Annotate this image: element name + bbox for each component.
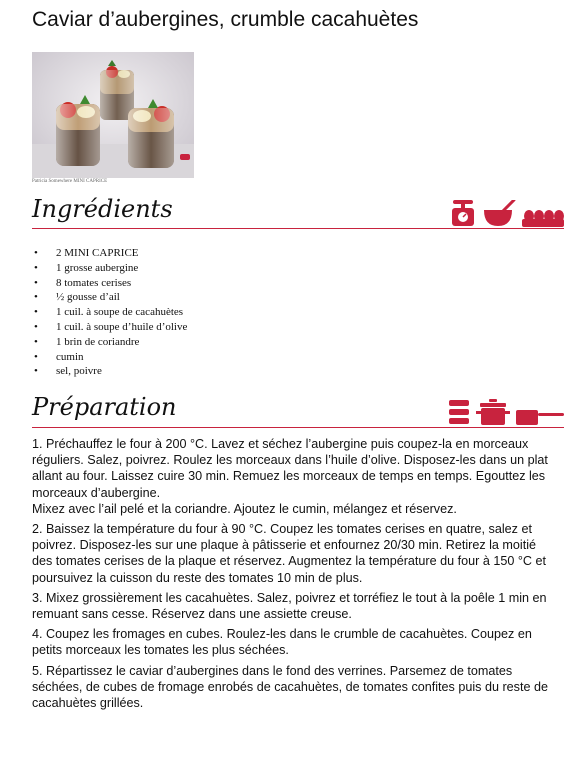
egg-tray-icon [522, 208, 564, 228]
ingredients-divider [32, 228, 564, 229]
ingredients-list [34, 246, 187, 379]
mixing-bowl-icon [482, 200, 516, 228]
ingredient-item: • ½ gousse d’ail [34, 290, 187, 305]
preparation-divider [32, 427, 564, 428]
preparation-step: 5. Répartissez le caviar d’aubergines dans le fond des verrines. Parsemez de tomates séchées, de cubes de fromage enrobés de cacahuètes, de tomates confites puis du reste de cacahuètes grillées. [32, 663, 548, 711]
preparation-step: 2. Baissez la température du four à 90 °C. Coupez les tomates cerises en quatre, salez et poivrez. Disposez-les sur une plaque à pâtisserie et enfournez 20/30 min. Retirez la moitié des tomates cerises de la plaque et réservez. Augmentez la température du four à 150 °C et poursuivez la cuisson du reste des tomates 10 min de plus. [32, 522, 546, 585]
photo-caption: Patricia Somewhere MINI CAPRICE [32, 179, 108, 184]
ingredient-item: • sel, poivre [34, 364, 187, 379]
recipe-photo [32, 52, 194, 178]
preparation-steps [32, 436, 558, 715]
saucepan-icon [516, 406, 564, 426]
ingredient-item: • 1 cuil. à soupe d’huile d’olive [34, 320, 187, 335]
ingredients-icons [450, 198, 564, 228]
recipe-title: Caviar d’aubergines, crumble cacahuètes [32, 8, 419, 31]
ingredient-item: • cumin [34, 350, 187, 365]
preparation-heading: Préparation [32, 393, 177, 421]
ingredient-item: • 2 MINI CAPRICE [34, 246, 187, 261]
preparation-icons [448, 398, 564, 426]
stacked-bowls-icon [448, 398, 470, 426]
ingredient-item: • 8 tomates cerises [34, 276, 187, 291]
ingredients-heading: Ingrédients [32, 195, 173, 223]
preparation-step: 4. Coupez les fromages en cubes. Roulez-les dans le crumble de cacahuètes. Coupez en petits morceaux les tomates les plus séchées. [32, 627, 532, 658]
ingredient-item: • 1 cuil. à soupe de cacahuètes [34, 305, 187, 320]
preparation-step: 3. Mixez grossièrement les cacahuètes. Salez, poivrez et torréfiez le tout à la poêle 1 min en remuant sans cesse. Réservez dans une assiette creuse. [32, 590, 547, 622]
verrines-photo-image [32, 52, 194, 178]
preparation-step: Mixez avec l’ail pelé et la coriandre. Ajoutez le cumin, mélangez et réservez. [32, 501, 457, 516]
ingredient-item: • 1 grosse aubergine [34, 261, 187, 276]
ingredient-item: • 1 brin de coriandre [34, 335, 187, 350]
cooking-pot-icon [476, 398, 510, 426]
preparation-step: 1. Préchauffez le four à 200 °C. Lavez et séchez l’aubergine puis coupez-la en morceaux réguliers. Salez, poivrez. Roulez les morceaux dans l’huile d’olive. Disposez-les dans un plat allant au four. Laissez cuire 30 min. Remuez les morceaux de temps en temps. Egouttez les morceaux d’aubergine. [32, 437, 548, 500]
scale-icon [450, 198, 476, 228]
